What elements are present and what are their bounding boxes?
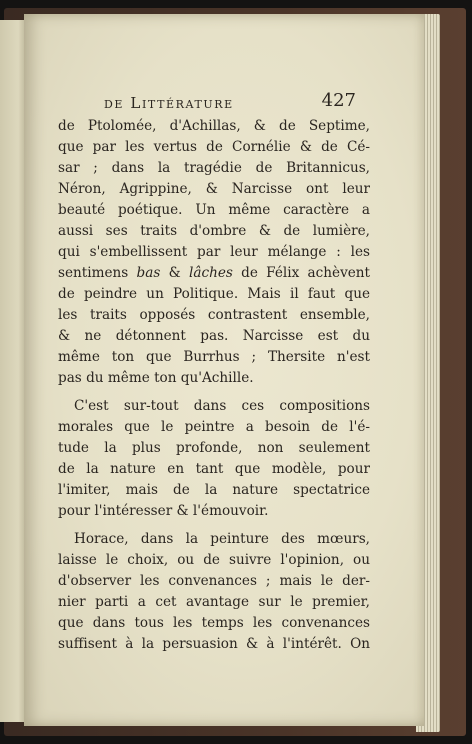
text-line: d'observer les convenances ; mais le der- [58,573,370,589]
text-line: sar ; dans la tragédie de Britannicus, [58,160,370,176]
book-page [24,14,424,726]
text-line: de la nature en tant que modèle, pour [58,461,370,477]
text-line: & ne détonnent pas. Narcisse est du [58,328,370,344]
text-line: aussi ses traits d'ombre & de lumière, [58,223,370,239]
left-page-edge [0,20,26,722]
text-line: nier parti a cet avantage sur le premier, [58,594,370,610]
text-line: l'imiter, mais de la nature spectatrice [58,482,370,498]
italic-word: lâches [189,265,233,281]
text-line: suffisent à la persuasion & à l'intérêt. On [58,636,370,652]
text-line: morales que le peintre a besoin de l'é- [58,419,370,435]
text-line: que dans tous les temps les convenances [58,615,370,631]
text-line: laisse le choix, ou de suivre l'opinion, ou [58,552,370,568]
running-title: de Littérature [104,94,234,112]
text-line-mixed [58,263,370,284]
text-run: & [160,265,190,281]
text-line: pas du même ton qu'Achille. [58,370,254,386]
text-line: Horace, dans la peinture des mœurs, [74,531,370,547]
text-line: de Ptolomée, d'Achillas, & de Septime, [58,118,370,134]
page-header [104,90,356,116]
text-line: les traits opposés contrastent ensemble, [58,307,370,323]
text-line: pour l'intéresser & l'émouvoir. [58,503,269,519]
text-line: que par les vertus de Cornélie & de Cé- [58,139,370,155]
text-line: Néron, Agrippine, & Narcisse ont leur [58,181,370,197]
text-line: tude la plus profonde, non seulement [58,440,370,456]
body-text [58,116,370,655]
text-run: de Félix achèvent [232,265,371,281]
text-line: même ton que Burrhus ; Thersite n'est [58,349,370,365]
text-line: C'est sur-tout dans ces compositions [74,398,370,414]
page-number: 427 [321,90,356,111]
text-run: sentimens [58,265,137,281]
italic-word: bas [136,265,161,281]
paragraph-gap [58,522,370,529]
text-line: de peindre un Politique. Mais il faut que [58,286,370,302]
text-line: beauté poétique. Un même caractère a [58,202,370,218]
text-line: qui s'embellissent par leur mélange : les [58,244,370,260]
paragraph-gap [58,389,370,396]
